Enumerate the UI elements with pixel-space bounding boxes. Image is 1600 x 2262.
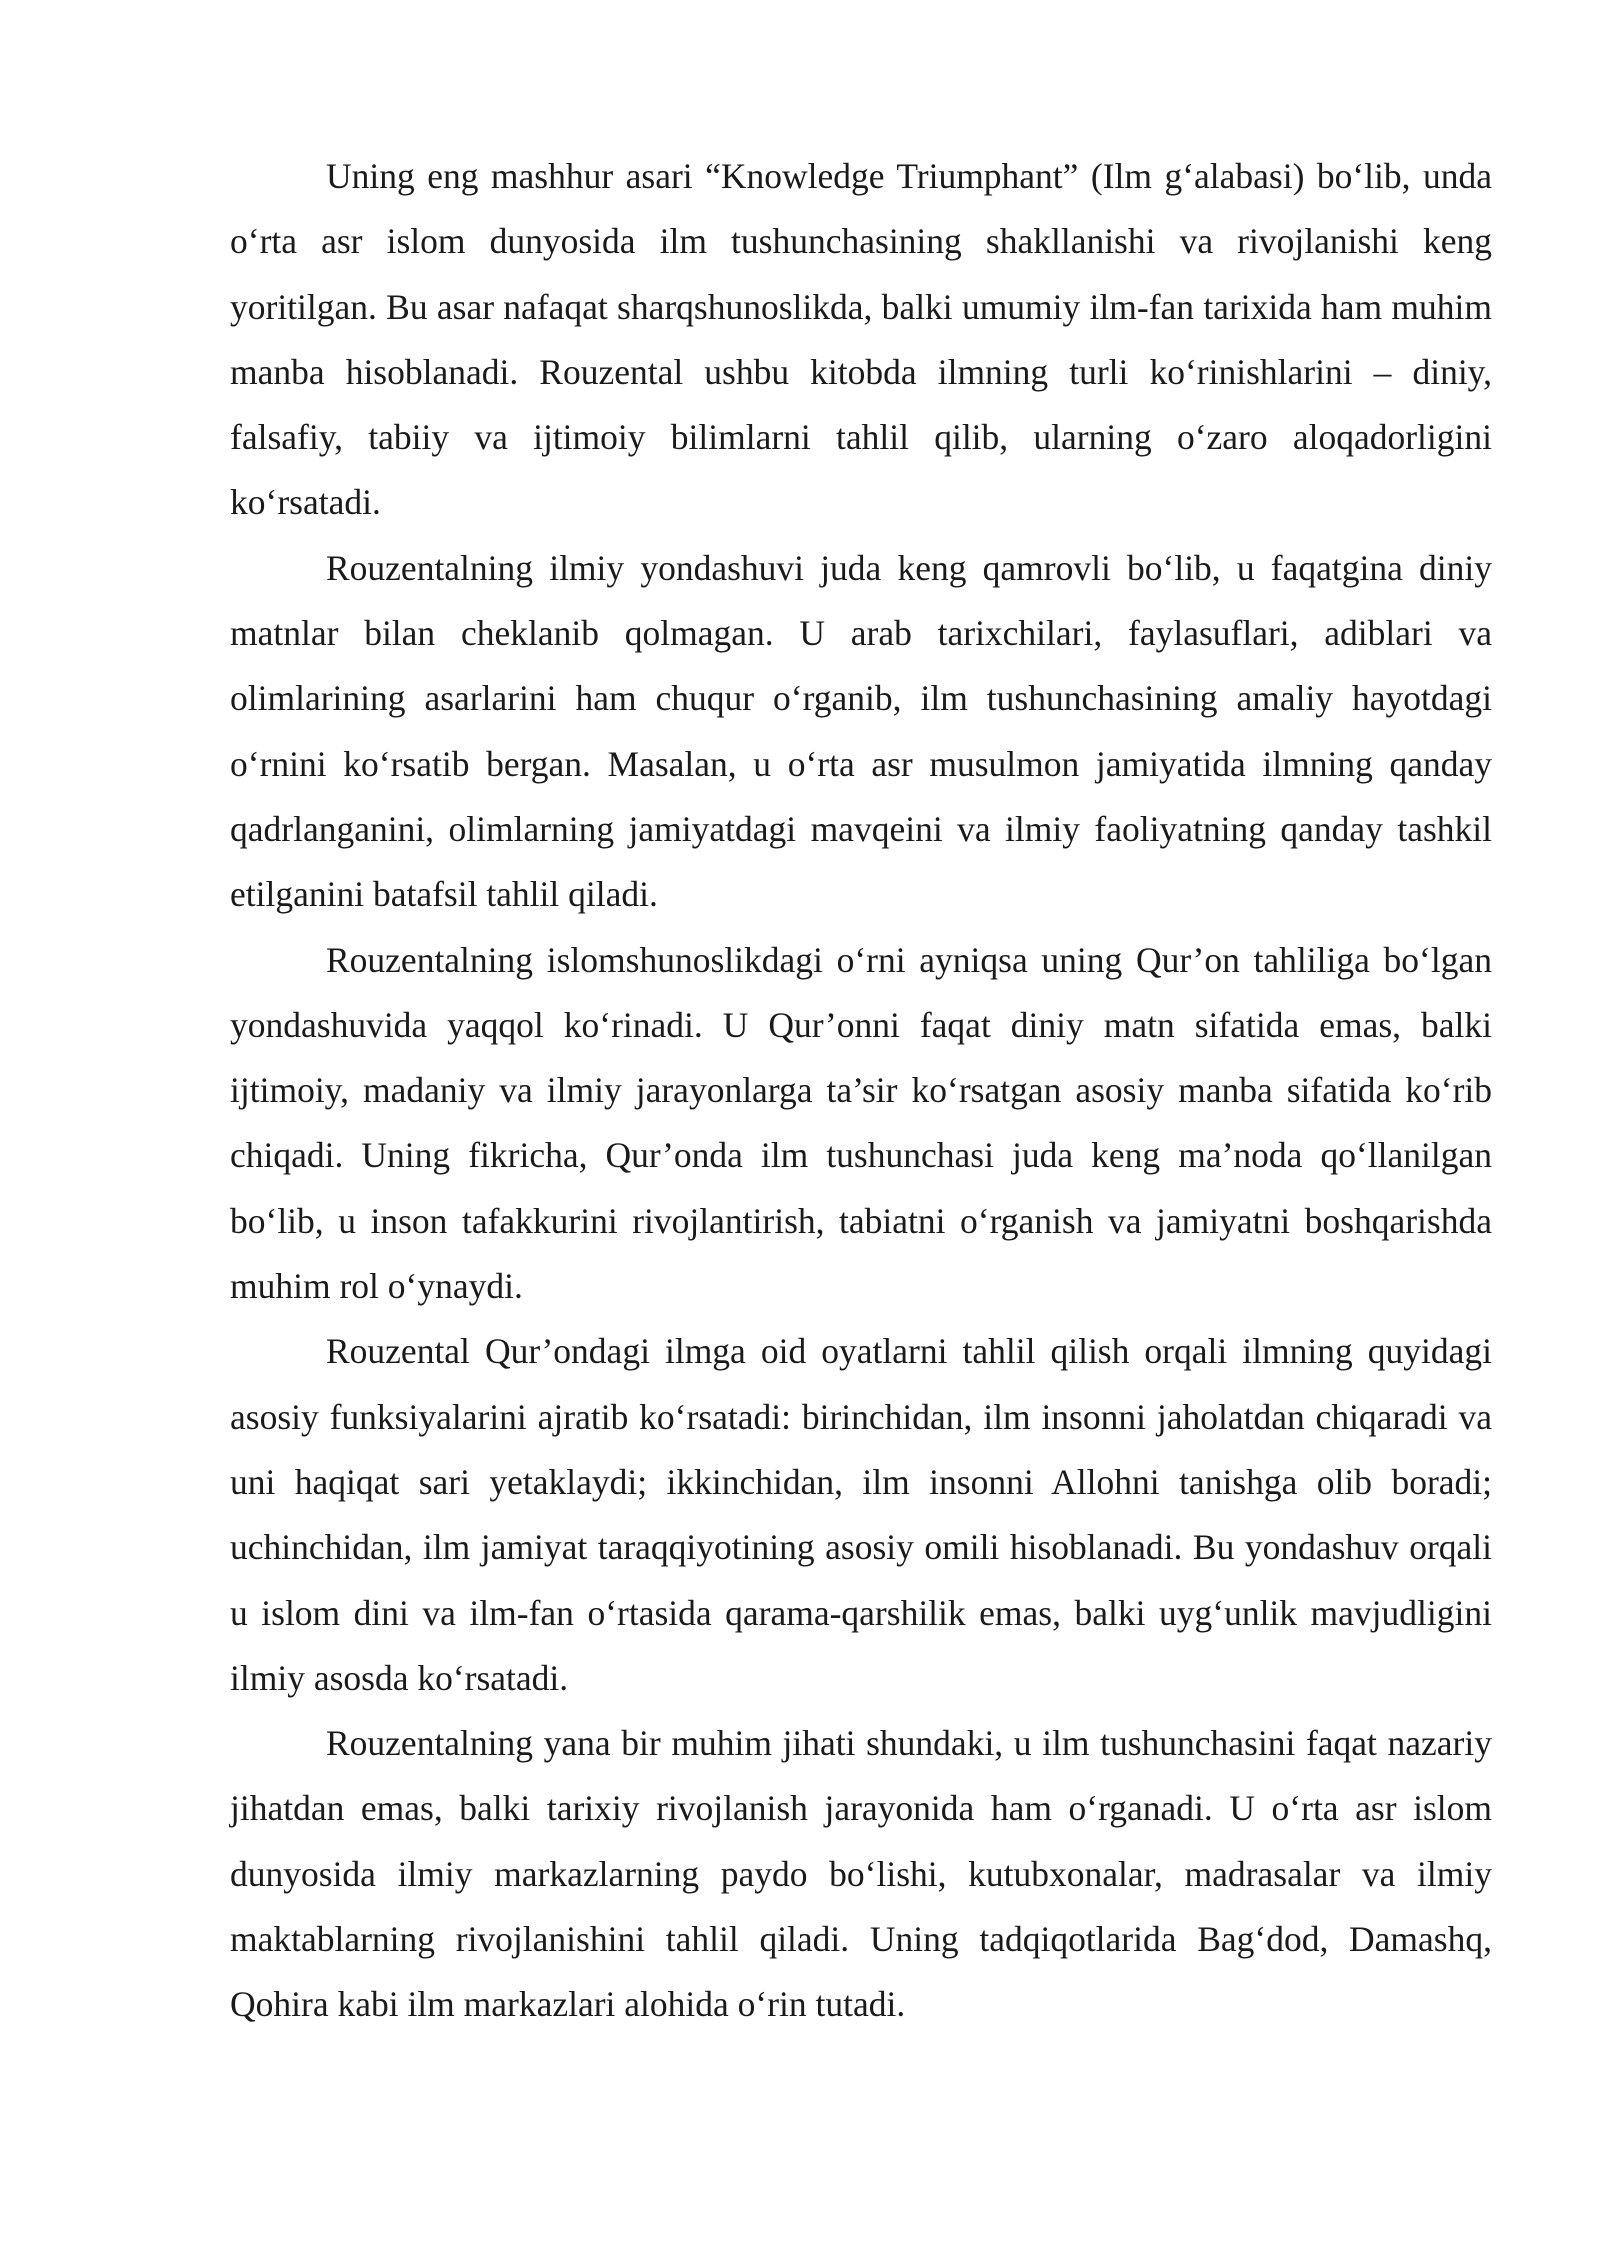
paragraph-3: Rouzentalning islomshunoslikdagi o‘rni ayniqsa uning Qur’on tahliliga bo‘lgan yondashuvida yaqqol ko‘rinadi. U Qur’onni faqat diniy matn sifatida emas, balki ijtimoiy, madaniy va ilmiy jarayonlarga ta’sir ko‘rsatgan asosiy manba sifatida ko‘rib chiqadi. Uning fikricha, Qur’onda ilm tushunchasi juda keng ma’noda qo‘llanilgan bo‘lib, u inson tafakkurini rivojlantirish, tabiatni o‘rganish va jamiyatni boshqarishda muhim rol o‘ynaydi.	[230, 939, 1492, 1307]
document-body	[230, 144, 1492, 2038]
paragraph-5: Rouzentalning yana bir muhim jihati shundaki, u ilm tushunchasini faqat nazariy jihatdan emas, balki tarixiy rivojlanish jarayonida ham o‘rganadi. U o‘rta asr islom dunyosida ilmiy markazlarning paydo bo‘lishi, kutubxonalar, madrasalar va ilmiy maktablarning rivojlanishini tahlil qiladi. Uning tadqiqotlarida Bag‘dod, Damashq, Qohira kabi ilm markazlari alohida o‘rin tutadi.	[230, 1723, 1492, 2025]
paragraph-2: Rouzentalning ilmiy yondashuvi juda keng qamrovli bo‘lib, u faqatgina diniy matnlar bilan cheklanib qolmagan. U arab tarixchilari, faylasuflari, adiblari va olimlarining asarlarini ham chuqur o‘rganib, ilm tushunchasining amaliy hayotdagi o‘rnini ko‘rsatib bergan. Masalan, u o‘rta asr musulmon jamiyatida ilmning qanday qadrlanganini, olimlarning jamiyatdagi mavqeini va ilmiy faoliyatning qanday tashkil etilganini batafsil tahlil qiladi.	[230, 547, 1492, 915]
paragraph-4: Rouzental Qur’ondagi ilmga oid oyatlarni tahlil qilish orqali ilmning quyidagi asosiy funksiyalarini ajratib ko‘rsatadi: birinchidan, ilm insonni jaholatdan chiqaradi va uni haqiqat sari yetaklaydi; ikkinchidan, ilm insonni Allohni tanishga olib boradi; uchinchidan, ilm jamiyat taraqqiyotining asosiy omili hisoblanadi. Bu yondashuv orqali u islom dini va ilm-fan o‘rtasida qarama-qarshilik emas, balki uyg‘unlik mavjudligini ilmiy asosda ko‘rsatadi.	[230, 1331, 1492, 1698]
paragraph-1: Uning eng mashhur asari “Knowledge Triumphant” (Ilm g‘alabasi) bo‘lib, unda o‘rta asr islom dunyosida ilm tushunchasining shakllanishi va rivojlanishi keng yoritilgan. Bu asar nafaqat sharqshunoslikda, balki umumiy ilm-fan tarixida ham muhim manba hisoblanadi. Rouzental ushbu kitobda ilmning turli ko‘rinishlarini – diniy, falsafiy, tabiiy va ijtimoiy bilimlarni tahlil qilib, ularning o‘zaro aloqadorligini ko‘rsatadi.	[230, 156, 1492, 523]
